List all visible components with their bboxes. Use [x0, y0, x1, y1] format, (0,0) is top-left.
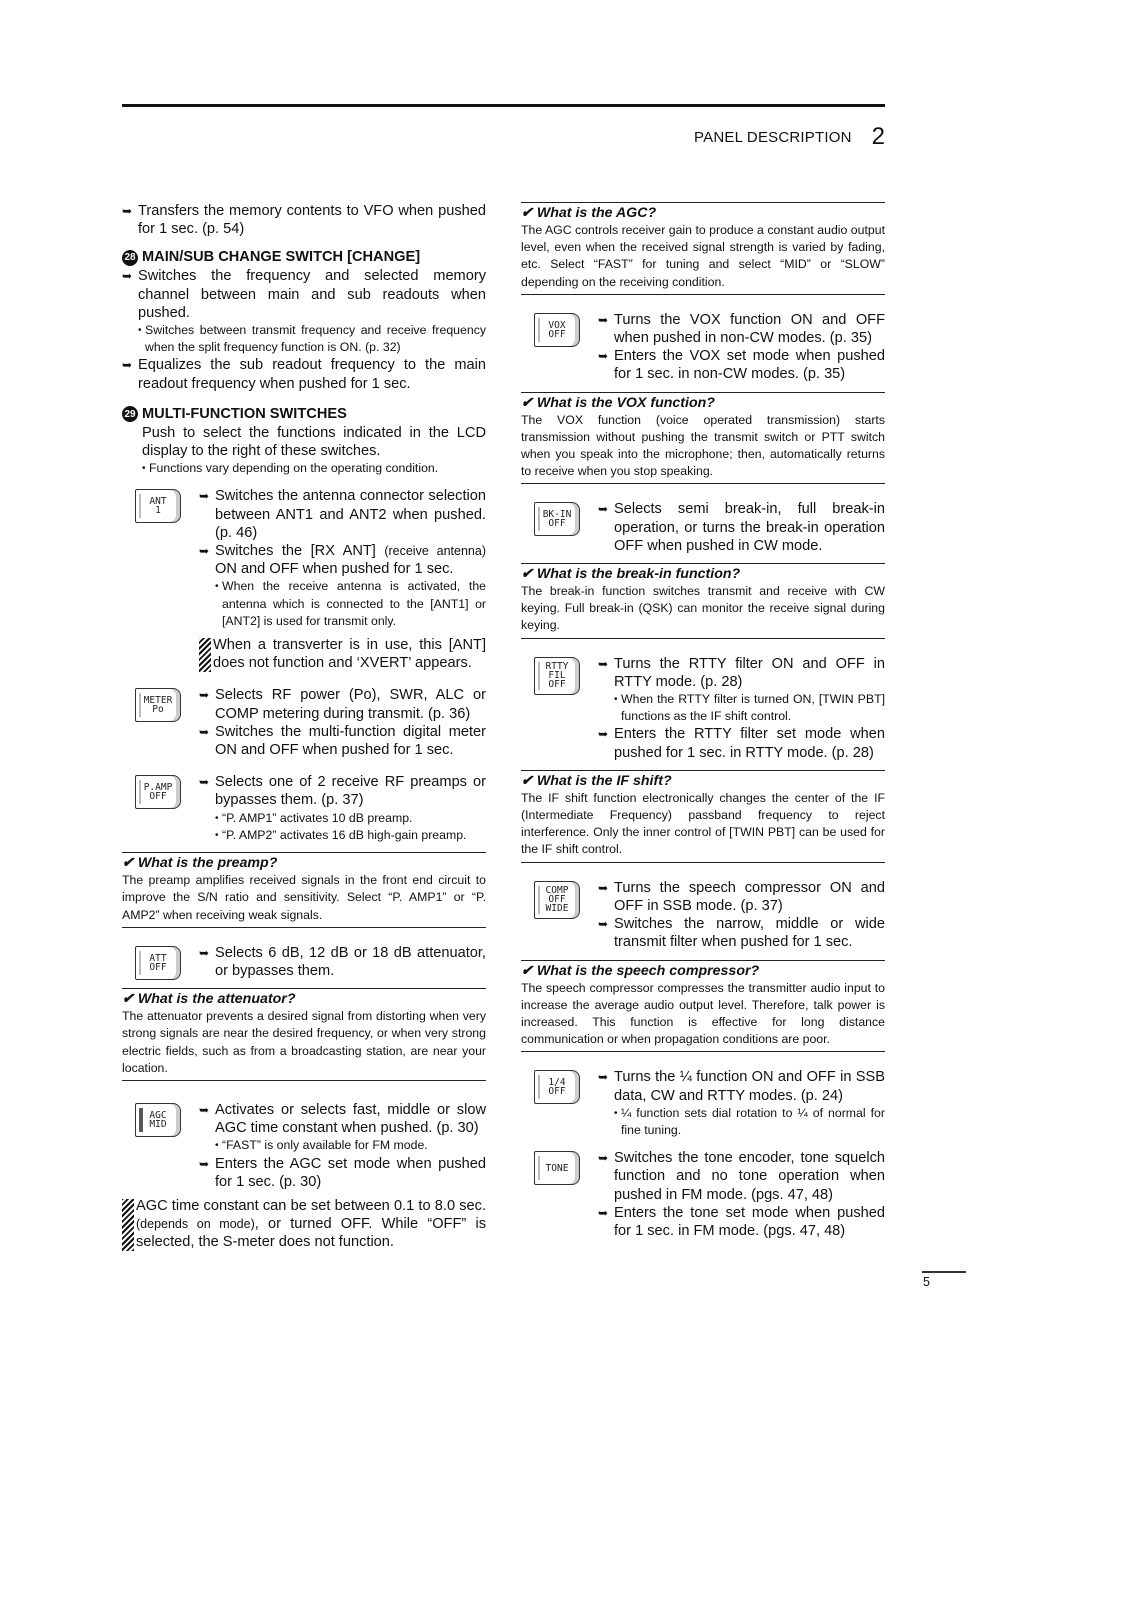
comp-switch-row: COMP OFF WIDE ➥ Turns the speech compressor ON and OFF in SSB mode. (p. 37) ➥ Switches the narrow, middle or wide transmit filter when pushed for 1 sec.: [521, 879, 885, 952]
check-icon: ✔: [521, 962, 533, 979]
arrow-icon: ➥: [598, 880, 609, 895]
agc-switch-row: AGC MID ➥ Activates or selects fast, middle or slow AGC time constant when pushed. (p. 30) • “FAST” is only available for FM mode. ➥ Enters the AGC set mode when pushed for 1 sec. (p. 30): [122, 1101, 486, 1191]
attenuator-info-box: ✔ What is the attenuator? The attenuator prevents a desired signal from distorting when very strong signals are near the desired frequency, or when very strong electric fields, such as from a broadcasting station, are near your location.: [122, 988, 486, 1081]
arrow-icon: ➥: [598, 1070, 609, 1085]
arrow-icon: ➥: [199, 688, 210, 703]
check-icon: ✔: [122, 855, 134, 872]
arrow-icon: ➥: [598, 312, 609, 327]
quarter-switch-row: 1/4 OFF ➥ Turns the ¼ function ON and OFF in SSB data, CW and RTTY modes. (p. 24) • ¼ function sets dial rotation to ¼ of normal for fine tuning.: [521, 1068, 885, 1139]
right-column: [521, 202, 885, 1240]
s28-bullet: • Switches between transmit frequency and receive frequency when the split frequency function is ON. (p. 32): [138, 323, 486, 355]
bullet-icon: •: [215, 812, 219, 824]
note-hatch-icon: [199, 638, 211, 672]
compressor-info-box: ✔ What is the speech compressor? The speech compressor compresses the transmitter audio input to increase the average audio output level. Therefore, talk power is increased. This function is effective for long distance communication or when propagation conditions are poor.: [521, 960, 885, 1053]
bullet-icon: •: [614, 1107, 618, 1119]
bullet-icon: •: [215, 581, 219, 593]
bullet-icon: •: [215, 829, 219, 841]
vox-switch-icon: VOX OFF: [534, 313, 580, 347]
att-switch-icon: ATT OFF: [135, 946, 181, 980]
arrow-icon: ➥: [598, 349, 609, 364]
arrow-icon: ➥: [199, 945, 210, 960]
check-icon: ✔: [521, 394, 533, 411]
bullet-icon: •: [138, 325, 142, 337]
arrow-icon: ➥: [598, 502, 609, 517]
arrow-icon: ➥: [122, 358, 133, 373]
rtty-switch-icon: RTTY FIL OFF: [534, 657, 580, 695]
pamp-switch-icon: P.AMP OFF: [135, 775, 181, 809]
pamp-switch-row: P.AMP OFF ➥ Selects one of 2 receive RF preamps or bypasses them. (p. 37) • “P. AMP1” activates 10 dB preamp. • “P. AMP2” activates 16 dB high-gain preamp.: [122, 773, 486, 844]
arrow-icon: ➥: [199, 775, 210, 790]
arrow-icon: ➥: [122, 204, 133, 218]
arrow-icon: ➥: [598, 656, 609, 671]
s29-bullet: • Functions vary depending on the operating condition.: [142, 460, 486, 477]
ant-switch-icon: ANT 1: [135, 489, 181, 523]
circled-number-icon: 29: [122, 406, 138, 422]
arrow-icon: ➥: [199, 544, 210, 559]
arrow-icon: ➥: [199, 724, 210, 739]
bullet-icon: •: [614, 694, 618, 706]
agc-info-box: ✔ What is the AGC? The AGC controls receiver gain to produce a constant audio output level, even when the received signal strength is varied by fading, etc. Select “FAST” for tuning and select “MID” or “SLOW” depending on the receiving condition.: [521, 202, 885, 295]
arrow-icon: ➥: [598, 1205, 609, 1220]
s29-desc: Push to select the functions indicated in the LCD display to the right of these switches.: [142, 424, 486, 460]
check-icon: ✔: [521, 566, 533, 583]
agc-note: AGC time constant can be set between 0.1 to 8.0 sec. (depends on mode), or turned OFF. While “OFF” is selected, the S-meter does not function.: [122, 1197, 486, 1252]
bkin-switch-icon: BK-IN OFF: [534, 502, 580, 536]
s28-arrow-1: ➥ Switches the frequency and selected memory channel between main and sub readouts when pushed.: [122, 268, 486, 321]
att-switch-row: ATT OFF ➥ Selects 6 dB, 12 dB or 18 dB attenuator, or bypasses them.: [122, 944, 486, 980]
check-icon: ✔: [122, 991, 134, 1008]
arrow-icon: ➥: [598, 727, 609, 742]
s28-arrow-2: ➥ Equalizes the sub readout frequency to the main readout frequency when pushed for 1 sec.: [122, 357, 486, 392]
arrow-icon: ➥: [199, 1102, 210, 1117]
chapter-number: 2: [871, 123, 885, 150]
top-rule: [122, 104, 885, 107]
breakin-info-box: ✔ What is the break-in function? The break-in function switches transmit and receive with CW keying. Full break-in (QSK) can monitor the receive signal during keying.: [521, 563, 885, 639]
arrow-icon: ➥: [199, 489, 210, 504]
page-number: 5: [923, 1275, 930, 1289]
quarter-switch-icon: 1/4 OFF: [534, 1070, 580, 1104]
check-icon: ✔: [521, 772, 533, 789]
ant-note: When a transverter is in use, this [ANT] does not function and ‘XVERT’ appears.: [199, 636, 486, 672]
circled-number-icon: 28: [122, 250, 138, 266]
section-28-title: 28 MAIN/SUB CHANGE SWITCH [CHANGE]: [122, 248, 486, 267]
check-icon: ✔: [521, 205, 533, 221]
ifshift-info-box: ✔ What is the IF shift? The IF shift function electronically changes the center of the IF (Intermediate Frequency) passband frequency to reject interference. Only the inner control of [TWIN PBT] can be used for the IF shift control.: [521, 770, 885, 863]
arrow-icon: ➥: [598, 917, 609, 932]
section-29-title: 29 MULTI-FUNCTION SWITCHES: [122, 405, 486, 424]
bullet-icon: •: [142, 463, 146, 475]
vox-info-box: ✔ What is the VOX function? The VOX function (voice operated transmission) starts transmission without pushing the transmit switch or PTT switch when you speak into the microphone; then, automatically returns to receive when you stop speaking.: [521, 392, 885, 485]
intro-arrow-item: ➥ Transfers the memory contents to VFO when pushed for 1 sec. (p. 54): [122, 203, 486, 238]
footer-rule: [922, 1271, 966, 1273]
arrow-icon: ➥: [199, 1156, 210, 1171]
bullet-icon: •: [215, 1140, 219, 1152]
comp-switch-icon: COMP OFF WIDE: [534, 881, 580, 919]
rtty-switch-row: RTTY FIL OFF ➥ Turns the RTTY filter ON and OFF in RTTY mode. (p. 28) • When the RTTY filter is turned ON, [TWIN PBT] functions as the IF shift control. ➥ Enters the RTTY filter set mode when pushed for 1 sec. in RTTY mode. (p. 28): [521, 655, 885, 762]
note-hatch-icon: [122, 1199, 134, 1251]
arrow-icon: ➥: [598, 1151, 609, 1166]
meter-switch-row: METER Po ➥ Selects RF power (Po), SWR, ALC or COMP metering during transmit. (p. 36) ➥ Switches the multi-function digital meter ON and OFF when pushed for 1 sec.: [122, 686, 486, 759]
arrow-icon: ➥: [122, 269, 133, 284]
meter-switch-icon: METER Po: [135, 688, 181, 722]
section-title: PANEL DESCRIPTION: [694, 128, 852, 146]
tone-switch-icon: TONE: [534, 1151, 580, 1185]
vox-switch-row: VOX OFF ➥ Turns the VOX function ON and OFF when pushed in non-CW modes. (p. 35) ➥ Enters the VOX set mode when pushed for 1 sec. in non-CW modes. (p. 35): [521, 311, 885, 384]
page-header: [600, 122, 885, 152]
left-column: [122, 202, 486, 1252]
preamp-info-box: ✔ What is the preamp? The preamp amplifies received signals in the front end circuit to improve the S/N ratio and sensitivity. Select “P. AMP1” or “P. AMP2” when receiving weak signals.: [122, 852, 486, 928]
ant-switch-row: ANT 1 ➥ Switches the antenna connector selection between ANT1 and ANT2 when pushed. (p. 46) ➥ Switches the [RX ANT] (receive antenna) ON and OFF when pushed for 1 sec. • When the receive antenna is activated, the antenna which is connected to the [ANT1] or [ANT2] is used for transmit only. When a transverter is in use, this [ANT] does not function and ‘XVERT’ appears.: [122, 487, 486, 672]
bkin-switch-row: BK-IN OFF ➥ Selects semi break-in, full break-in operation, or turns the break-in operation OFF when pushed in CW mode.: [521, 500, 885, 555]
agc-switch-icon: AGC MID: [135, 1103, 181, 1137]
tone-switch-row: TONE ➥ Switches the tone encoder, tone squelch function and no tone operation when pushed in FM mode. (pgs. 47, 48) ➥ Enters the tone set mode when pushed for 1 sec. in FM mode. (pgs. 47, 48): [521, 1149, 885, 1240]
